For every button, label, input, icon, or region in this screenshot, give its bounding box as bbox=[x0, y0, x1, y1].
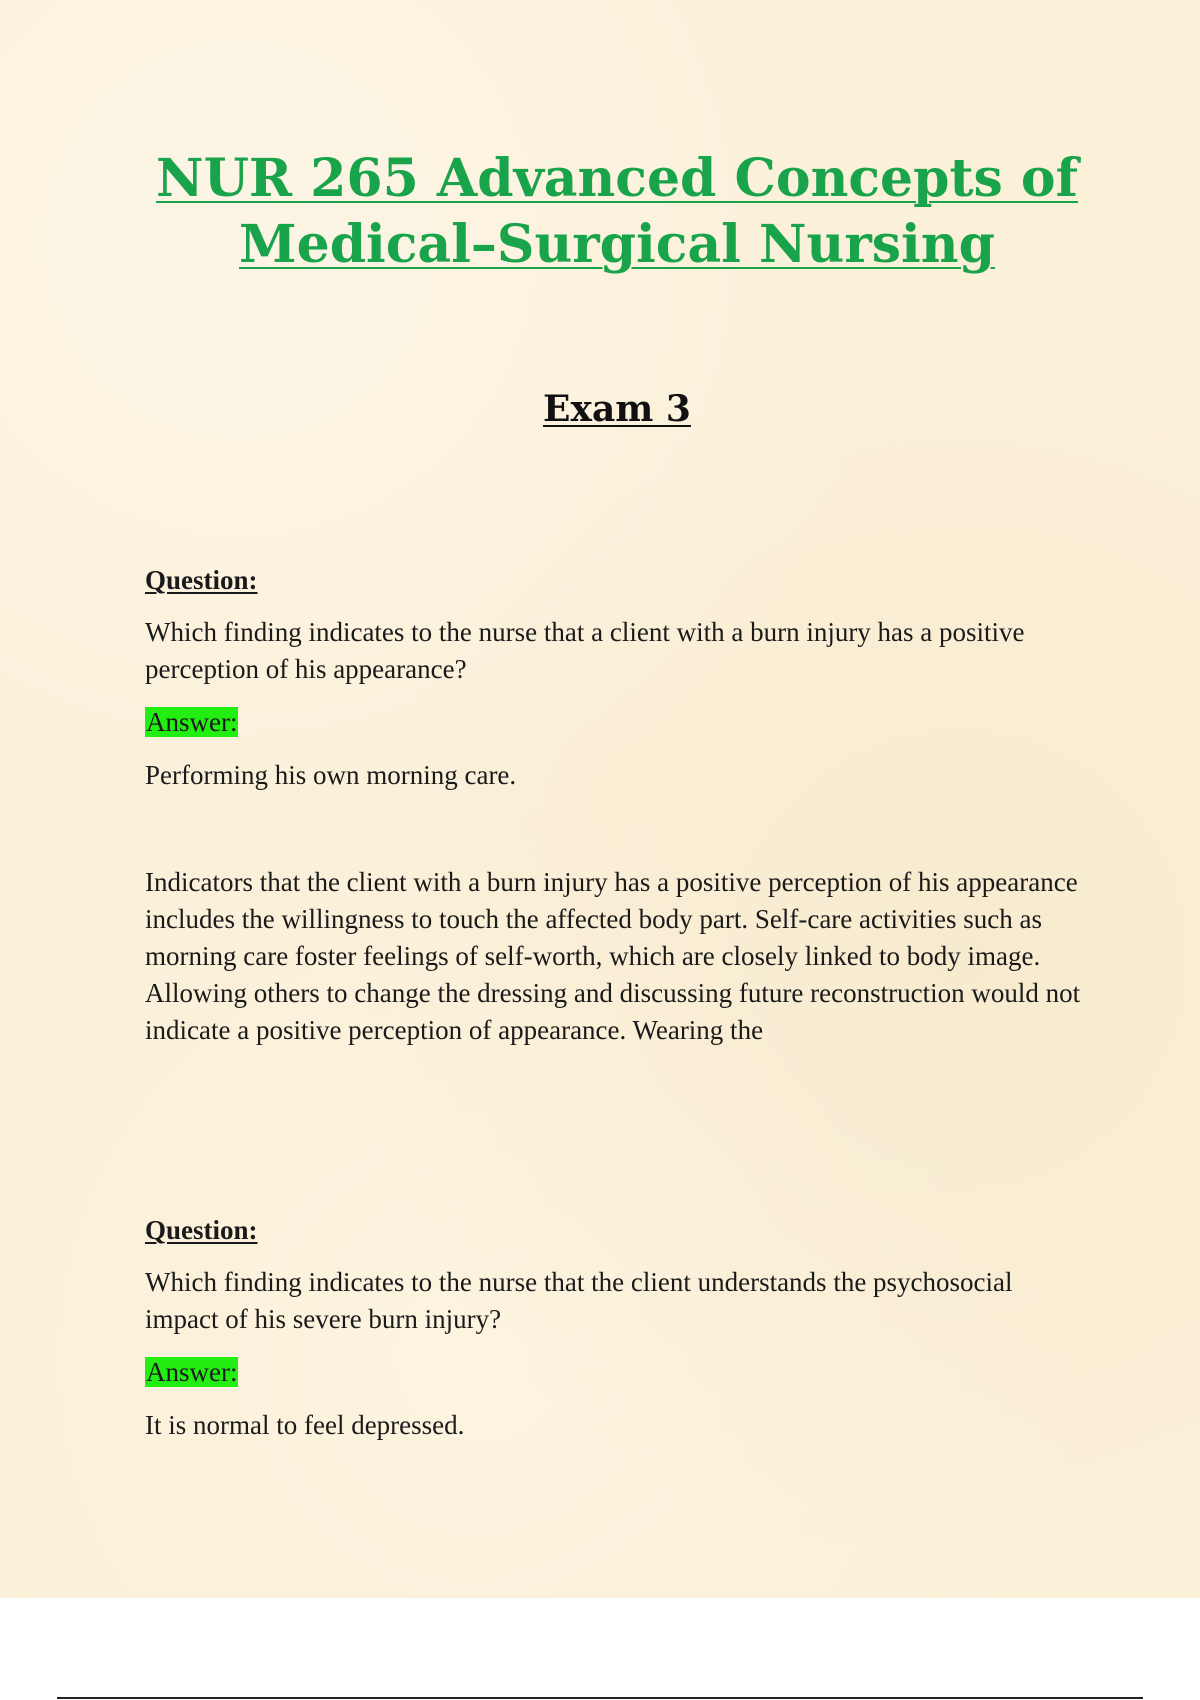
answer-label-highlight: Answer: bbox=[146, 1357, 238, 1387]
question-label-text: Question: bbox=[145, 565, 258, 595]
title-line-2: Medical–Surgical Nursing bbox=[239, 214, 995, 275]
question-label bbox=[145, 1212, 1085, 1249]
answer-label-highlight: Answer: bbox=[146, 707, 238, 737]
exam-heading: Exam 3 bbox=[543, 388, 691, 430]
question-text: Which finding indicates to the nurse that a client with a burn injury has a positive perception of his appearance? bbox=[145, 617, 1025, 684]
question-text: Which finding indicates to the nurse that the client understands the psychosocial impact of his severe burn injury? bbox=[145, 1267, 1013, 1334]
answer-label bbox=[145, 704, 1085, 741]
answer-text: It is normal to feel depressed. bbox=[145, 1410, 465, 1440]
rationale-text: Indicators that the client with a burn injury has a positive perception of his appearance includes the willingness to touch the affected body part. Self-care activities such as morning care foster feelings of self-worth, which are closely linked to body image. Allowing others to change the dressing and discussing future reconstruction would not indicate a positive perception of appearance. Wearing the bbox=[145, 867, 1081, 1045]
answer-label bbox=[145, 1354, 1085, 1391]
footer-divider bbox=[57, 1697, 1143, 1699]
question-label bbox=[145, 562, 1085, 599]
answer-text: Performing his own morning care. bbox=[145, 760, 517, 790]
document-title bbox=[0, 146, 1200, 278]
question-label-text: Question: bbox=[145, 1215, 258, 1245]
title-line-1: NUR 265 Advanced Concepts of bbox=[156, 148, 1078, 209]
